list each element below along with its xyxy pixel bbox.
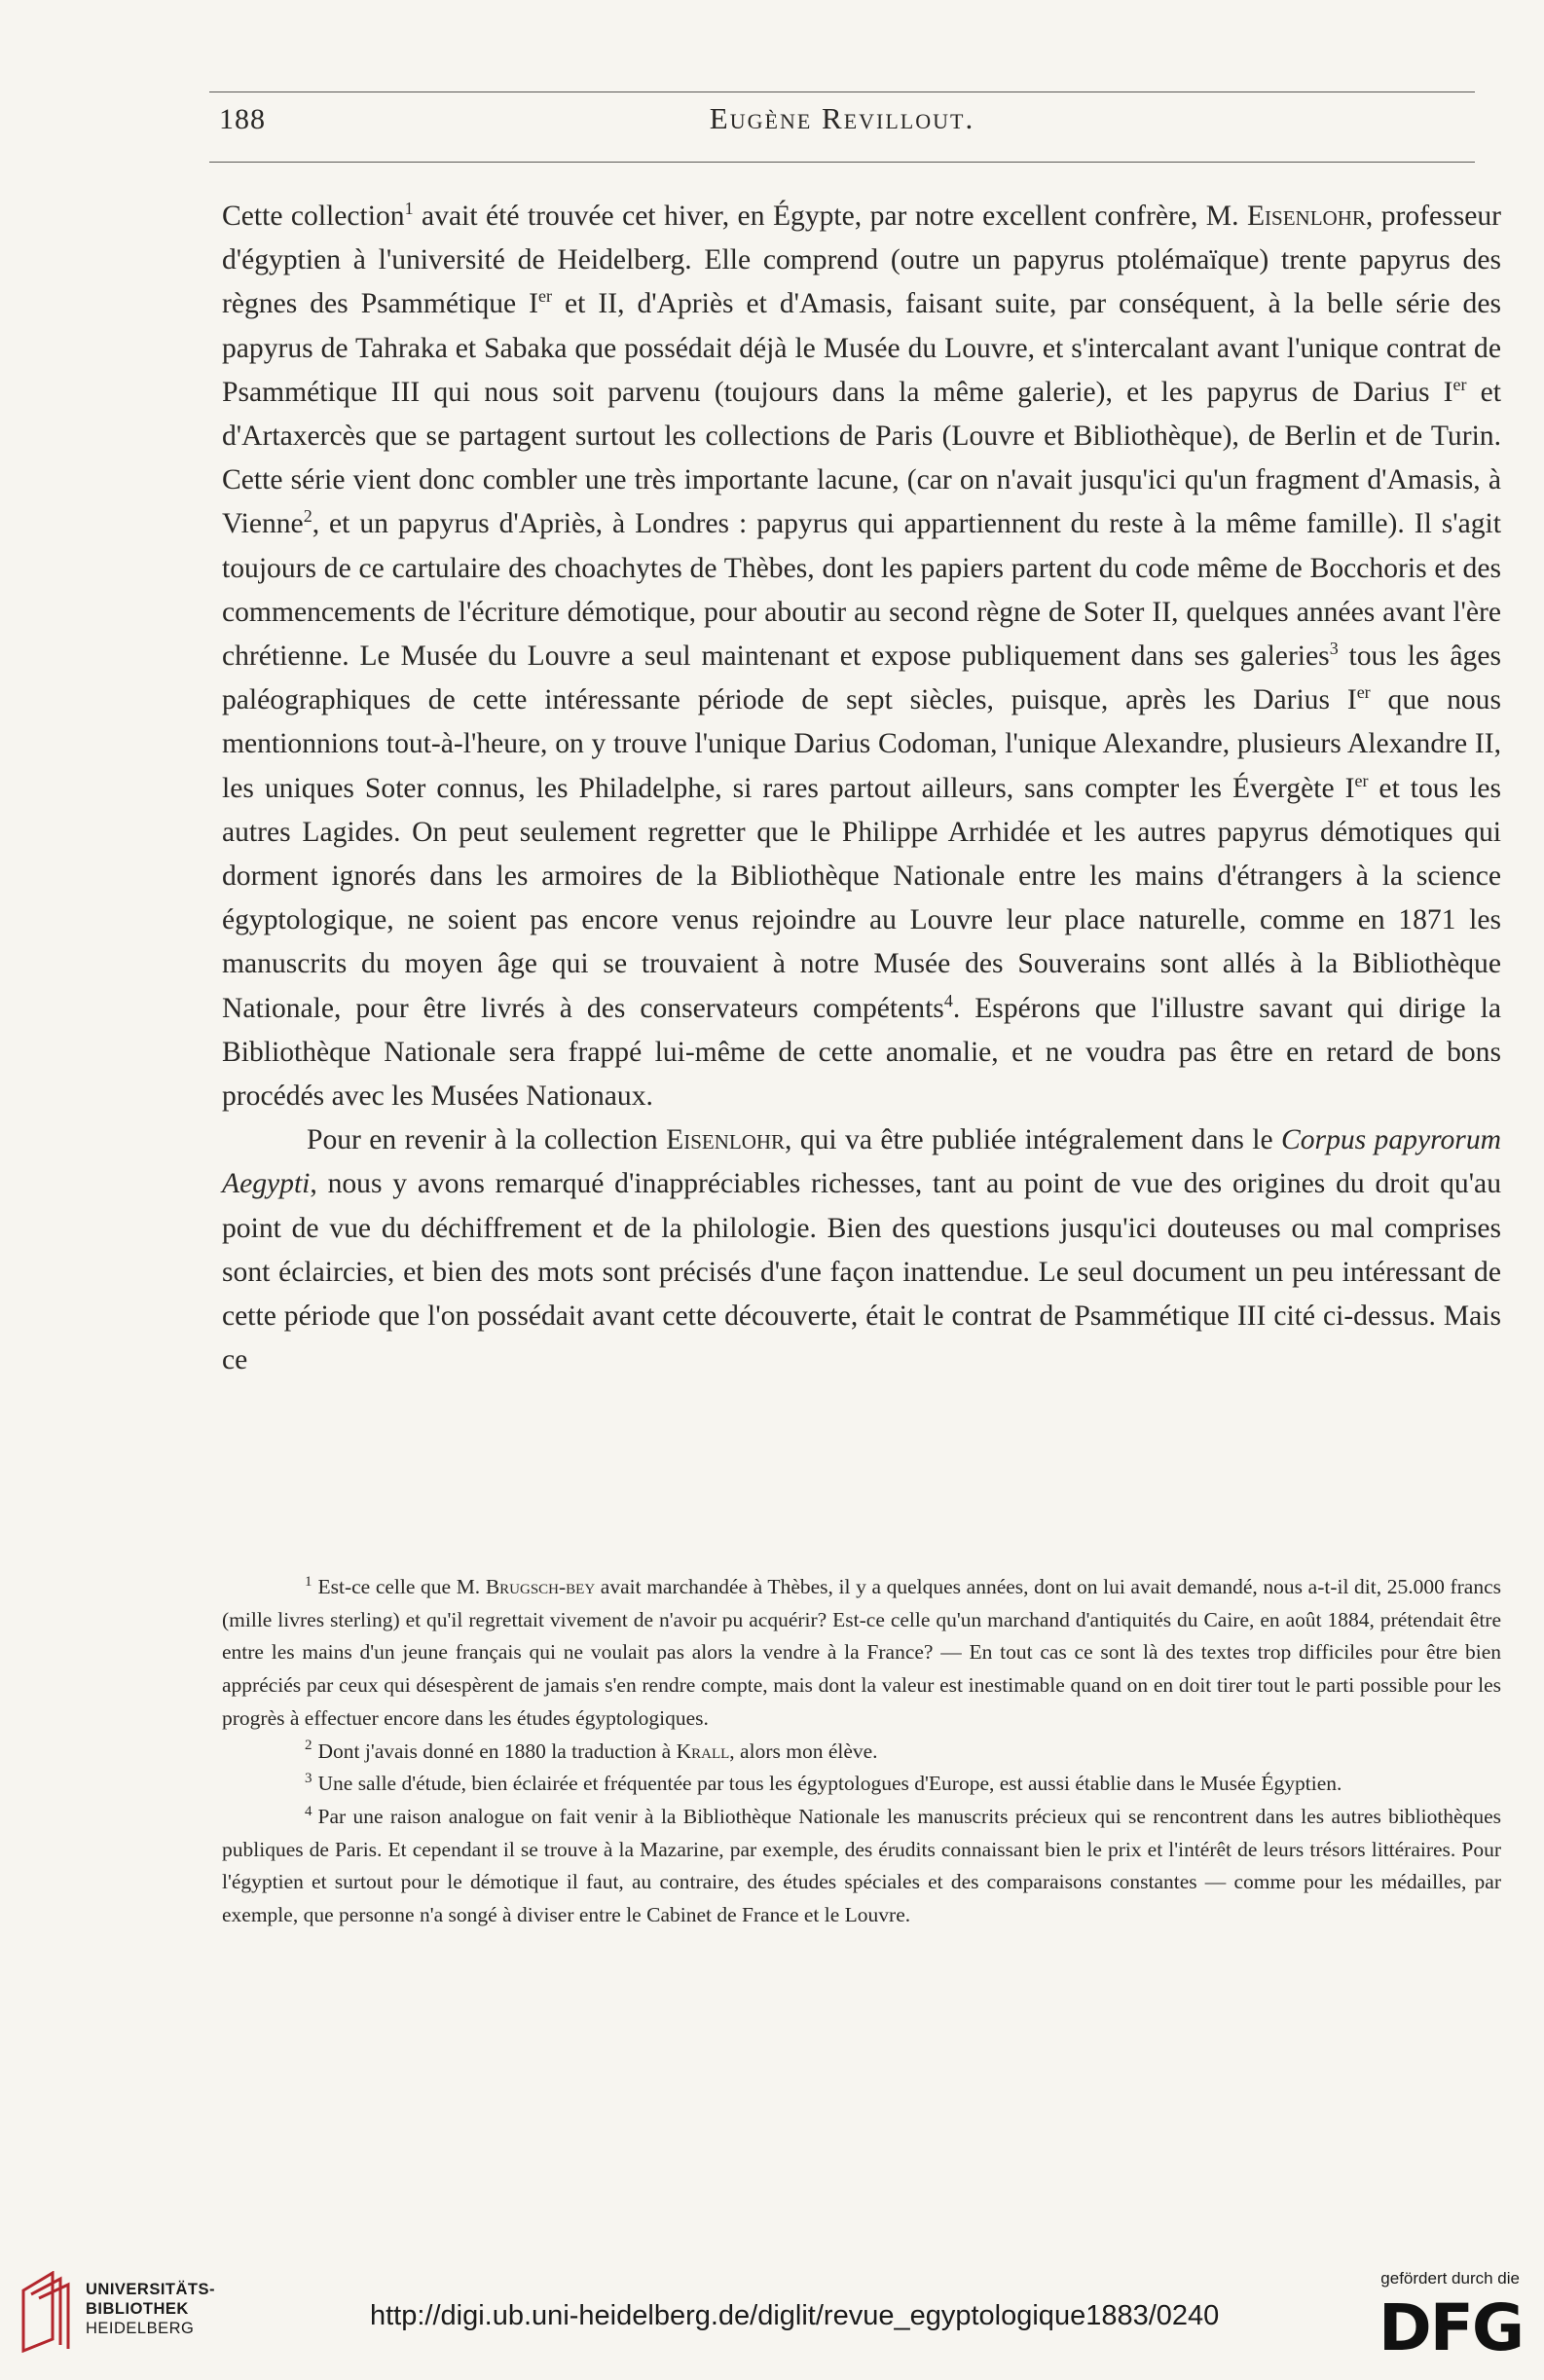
text-run: Par une raison analogue on fait venir à la Bibliothèque Nationale les manuscrits précieux qui se rencontrent dans les autres bibliothèques publiques de Paris. Et cependant il se trouve à la Mazarine, par exemple, des érudits connaissant bien le prix et l'intérêt de leurs trésors littéraires. Pour l'égyptien et surtout pour le démotique il faut, au contraire, des études spéciales et des comparaisons constantes — comme pour les médailles, par exemple, que personne n'a songé à diviser entre le Cabinet de France et le Louvre. xyxy=(222,1804,1501,1927)
author-name: Eisenlohr xyxy=(1246,201,1366,232)
ordinal-superscript: er xyxy=(1354,770,1369,790)
footnote-number: 4 xyxy=(305,1803,312,1819)
ordinal-superscript: er xyxy=(538,286,552,307)
text-run: , et un papyrus d'Apriès, à Londres : papyrus qui appartiennent du reste à la même famille). Il s'agit toujours de ce cartulaire des choachytes de Thèbes, dont les papiers partent du code même de Bocchoris et des commencements de l'écriture démotique, pour aboutir au second règne de Soter II, quelques années avant l'ère chrétienne. Le Musée du Louvre a seul maintenant et expose publiquement dans ses galeries xyxy=(222,508,1501,673)
body-text xyxy=(222,195,1501,1382)
running-title: Eugène Revillout. xyxy=(709,101,975,135)
text-run: , alors mon élève. xyxy=(729,1739,878,1763)
ordinal-superscript: er xyxy=(1452,374,1467,394)
dfg-logo: DFG xyxy=(1378,2290,1523,2365)
header-bottom-rule xyxy=(209,162,1475,163)
text-run: que nous mentionnions tout-à-l'heure, on y trouve l'unique Darius Codoman, l'unique Alexandre, plusieurs Alexandre II, les uniques Soter connus, les Philadelphe, si rares partout ailleurs, sans compter les Évergète I xyxy=(222,684,1501,804)
library-name-line: HEIDELBERG xyxy=(86,2320,195,2337)
library-name-line: UNIVERSITÄTS- xyxy=(86,2281,216,2298)
running-head xyxy=(209,93,1475,142)
footnote-2 xyxy=(222,1736,1501,1769)
footnote-ref-1: 1 xyxy=(404,199,414,219)
text-run: avait été trouvée cet hiver, en Égypte, par notre excellent confrère, M. xyxy=(413,201,1247,232)
footnotes xyxy=(222,1571,1501,1932)
text-run: , qui va être publiée intégralement dans le xyxy=(785,1124,1282,1156)
funded-by-label: gefördert durch die xyxy=(1380,2269,1520,2288)
text-run: , nous y avons remarqué d'inappréciables richesses, tant au point de vue des origines du droit qu'au point de vue du déchiffrement et de la philologie. Bien des questions jusqu'ici douteuses ou mal comprises sont éclaircies, et bien des mots sont précisés d'une façon inattendue. Le seul document un peu intéressant de cette période que l'on possédait avant cette découverte, était le contrat de Psammétique III cité ci-dessus. Mais ce xyxy=(222,1168,1501,1376)
paragraph-1 xyxy=(222,195,1501,1118)
text-run: Cette collection xyxy=(222,201,405,232)
text-run: Dont j'avais donné en 1880 la traduction à xyxy=(317,1739,677,1763)
ordinal-superscript: er xyxy=(1356,682,1371,703)
text-run: et tous les autres Lagides. On peut seulement regretter que le Philippe Arrhidée et les autres papyrus démotiques qui dorment ignorés dans les armoires de la Bibliothèque Nationale entre les mains d'étrangers à la science égyptologique, ne soient pas encore venus rejoindre au Louvre leur place naturelle, comme en 1871 les manuscrits du moyen âge qui se trouvaient à notre Musée des Souverains sont allés à la Bibliothèque Nationale, pour être livrés à des conservateurs compétents xyxy=(222,772,1501,1024)
library-logo-icon xyxy=(19,2271,72,2353)
text-run: Est-ce celle que M. xyxy=(317,1575,486,1598)
author-name: Krall xyxy=(676,1739,730,1763)
library-name xyxy=(86,2280,215,2338)
text-run: . Espérons que l'illustre savant qui dirige la Bibliothèque Nationale sera frappé lui-même de cette anomalie, et ne voudra pas être en retard de bons procédés avec les Musées Nationaux. xyxy=(222,992,1501,1113)
text-run: tous les âges paléographiques de cette intéressante période de sept siècles, puisque, après les Darius I xyxy=(222,641,1501,716)
text-run: avait marchandée à Thèbes, il y a quelques années, dont on lui avait demandé, nous a-t-il dit, 25.000 francs (mille livres sterling) et qu'il regrettait vivement de n'avoir pu acquérir? Est-ce celle qu'un marchand d'antiquités du Caire, en août 1884, prétendait être entre les mains d'un jeune français qui ne voulait pas alors la vendre à la France? — En tout cas ce sont là des textes trop difficiles pour être bien appréciés par ceux qui désespèrent de jamais s'en rendre compte, mais dont la valeur est inestimable quand on en doit tirer tout le parti possible pour les progrès à effectuer encore dans les études égyptologiques. xyxy=(222,1575,1502,1730)
footnote-number: 2 xyxy=(305,1738,312,1754)
paragraph-2 xyxy=(222,1118,1501,1382)
footnote-3 xyxy=(222,1768,1501,1801)
text-run: Une salle d'étude, bien éclairée et fréquentée par tous les égyptologues d'Europe, est aussi établie dans le Musée Égyptien. xyxy=(317,1772,1342,1796)
footnote-ref-3: 3 xyxy=(1329,639,1339,659)
footnote-number: 1 xyxy=(305,1573,312,1590)
text-run: , professeur d'égyptien à l'université de Heidelberg. Elle comprend (outre un papyrus ptolémaïque) trente papyrus des règnes des Psammétique I xyxy=(222,201,1502,320)
footnote-ref-4: 4 xyxy=(943,990,953,1010)
library-name-line: BIBLIOTHEK xyxy=(86,2300,189,2318)
text-run: Pour en revenir à la collection xyxy=(307,1124,667,1156)
text-run: et d'Artaxercès que se partagent surtout les collections de Paris (Louvre et Bibliothèque), de Berlin et de Turin. Cette série vient donc combler une très importante lacune, (car on n'avait jusqu'ici qu'un fragment d'Amasis, à Vienne xyxy=(222,376,1502,540)
footnote-ref-2: 2 xyxy=(303,506,312,527)
footnote-4 xyxy=(222,1801,1501,1932)
text-run: et II, d'Apriès et d'Amasis, faisant suite, par conséquent, à la belle série des papyrus de Tahraka et Sabaka que possédait déjà le Musée du Louvre, et s'intercalant avant l'unique contrat de Psammétique III qui nous soit parvenu (toujours dans la même galerie), et les papyrus de Darius I xyxy=(222,288,1501,408)
author-name: Brugsch-bey xyxy=(485,1575,596,1598)
footnote-1 xyxy=(222,1571,1501,1736)
page-number: 188 xyxy=(219,103,266,135)
italic-title: Corpus papyrorum Aegypti xyxy=(222,1124,1501,1200)
author-name: Eisenlohr xyxy=(666,1124,786,1156)
footnote-number: 3 xyxy=(305,1771,312,1787)
source-url-link[interactable]: http://digi.ub.uni-heidelberg.de/diglit/revue_egyptologique1883/0240 xyxy=(370,2300,1220,2331)
digitization-footer xyxy=(0,2263,1544,2380)
